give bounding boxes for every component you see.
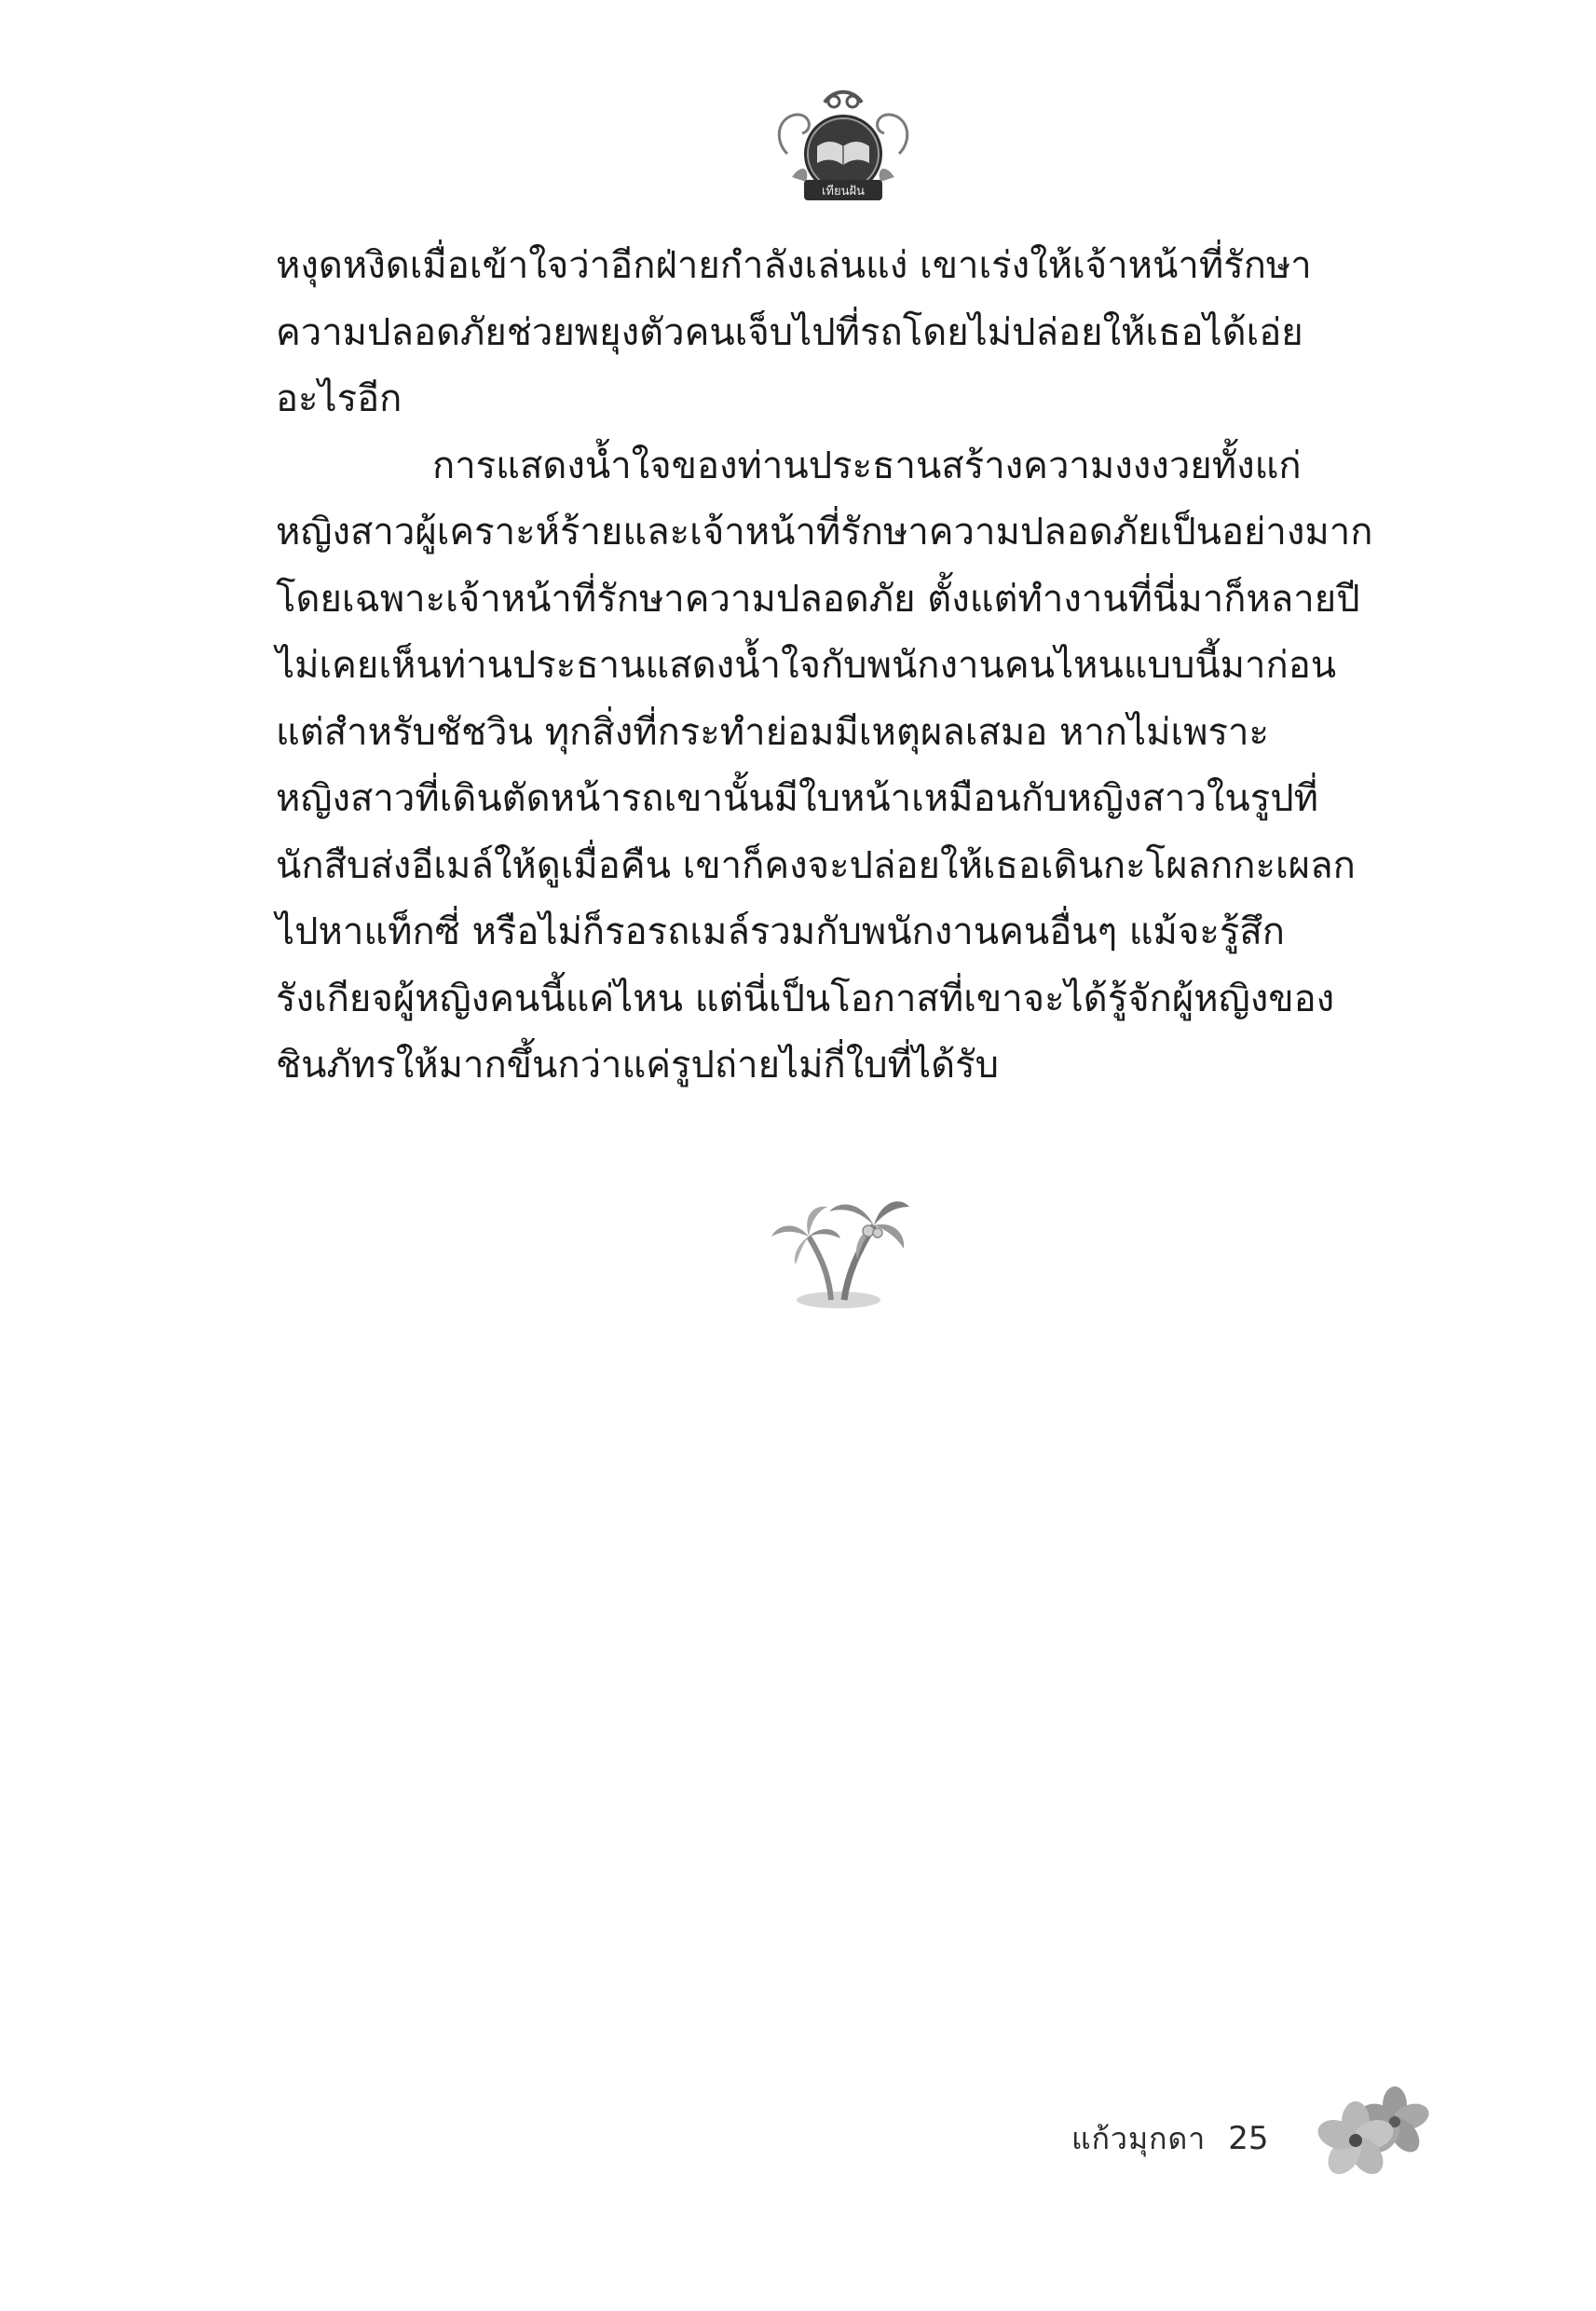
paragraph-1 [276, 233, 1414, 433]
emblem-logo-text: เทียนฝัน [821, 185, 866, 198]
page-footer [1071, 2106, 1268, 2171]
text-line: การแสดงน้ำใจของท่านประธานสร้างความงงงวยทั้งแก่ [432, 444, 1302, 487]
story-body [276, 233, 1414, 1100]
text-line: แต่สำหรับชัชวิน ทุกสิ่งที่กระทำย่อมมีเหตุผลเสมอ หากไม่เพราะ [276, 710, 1269, 754]
paragraph-2 [276, 433, 1414, 1100]
text-line: ความปลอดภัยช่วยพยุงตัวคนเจ็บไปที่รถโดยไม่ปล่อยให้เธอได้เอ่ย [276, 310, 1303, 354]
text-line: หญิงสาวที่เดินตัดหน้ารถเขานั้นมีใบหน้าเหมือนกับหญิงสาวในรูปที่ [276, 777, 1318, 820]
flower-icon [1309, 2083, 1439, 2185]
palm-tree-icon [764, 1169, 913, 1319]
text-line: หงุดหงิดเมื่อเข้าใจว่าอีกฝ่ายกำลังเล่นแง่ เขาเร่งให้เจ้าหน้าที่รักษา [276, 244, 1312, 287]
text-line: นักสืบส่งอีเมล์ให้ดูเมื่อคืน เขาก็คงจะปล่อยให้เธอเดินกะโผลกกะเผลก [276, 843, 1356, 887]
text-line: รังเกียจผู้หญิงคนนี้แค่ไหน แต่นี่เป็นโอกาสที่เขาจะได้รู้จักผู้หญิงของ [276, 977, 1335, 1020]
text-line: หญิงสาวผู้เคราะห์ร้ายและเจ้าหน้าที่รักษาความปลอดภัยเป็นอย่างมาก [276, 511, 1373, 554]
text-line: อะไรอีก [276, 377, 402, 420]
book-title: แก้วมุกดา [1071, 2120, 1207, 2156]
page-number: 25 [1228, 2120, 1269, 2157]
text-line: โดยเฉพาะเจ้าหน้าที่รักษาความปลอดภัย ตั้งแต่ทำงานที่นี่มาก็หลายปี [276, 577, 1360, 621]
text-line: ชินภัทรให้มากขึ้นกว่าแค่รูปถ่ายไม่กี่ใบที่ได้รับ [276, 1044, 999, 1087]
text-line: ไปหาแท็กซี่ หรือไม่ก็รอรถเมล์รวมกับพนักงานคนอื่นๆ แม้จะรู้สึก [276, 910, 1285, 953]
emblem-logo-icon [769, 89, 918, 210]
footer-flowers [1309, 2083, 1439, 2185]
palm-divider [764, 1169, 913, 1319]
text-line: ไม่เคยเห็นท่านประธานแสดงน้ำใจกับพนักงานคนไหนแบบนี้มาก่อน [276, 644, 1337, 687]
header-emblem [769, 89, 918, 210]
